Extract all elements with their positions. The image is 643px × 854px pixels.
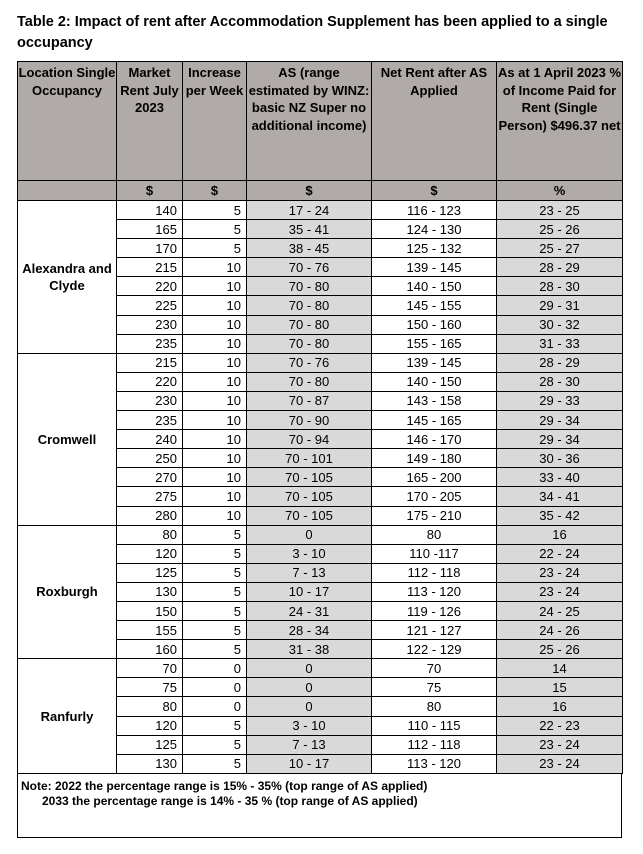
as-range-cell: 70 - 80 bbox=[247, 277, 372, 296]
table-title: Table 2: Impact of rent after Accommodation Supplement has been applied to a single occupancy bbox=[17, 14, 608, 51]
as-range-cell: 0 bbox=[247, 697, 372, 716]
location-cell: Alexandra and Clyde bbox=[18, 201, 117, 354]
net-rent-cell: 112 - 118 bbox=[372, 563, 497, 582]
as-range-cell: 70 - 87 bbox=[247, 391, 372, 410]
as-range-cell: 24 - 31 bbox=[247, 601, 372, 620]
net-rent-cell: 149 - 180 bbox=[372, 449, 497, 468]
market-rent-cell: 80 bbox=[117, 697, 183, 716]
net-rent-cell: 116 - 123 bbox=[372, 201, 497, 220]
location-cell: Roxburgh bbox=[18, 525, 117, 659]
table-row bbox=[18, 525, 623, 544]
pct-income-cell: 25 - 27 bbox=[497, 239, 623, 258]
net-rent-cell: 80 bbox=[372, 697, 497, 716]
pct-income-cell: 29 - 34 bbox=[497, 411, 623, 430]
market-rent-cell: 170 bbox=[117, 239, 183, 258]
pct-income-cell: 24 - 25 bbox=[497, 601, 623, 620]
pct-income-cell: 22 - 24 bbox=[497, 544, 623, 563]
net-rent-cell: 110 - 115 bbox=[372, 716, 497, 735]
net-rent-cell: 75 bbox=[372, 678, 497, 697]
net-rent-cell: 112 - 118 bbox=[372, 735, 497, 754]
as-range-cell: 31 - 38 bbox=[247, 640, 372, 659]
increase-cell: 5 bbox=[183, 544, 247, 563]
increase-cell: 10 bbox=[183, 449, 247, 468]
as-range-cell: 70 - 105 bbox=[247, 487, 372, 506]
pct-income-cell: 24 - 26 bbox=[497, 621, 623, 640]
market-rent-cell: 125 bbox=[117, 563, 183, 582]
pct-income-cell: 15 bbox=[497, 678, 623, 697]
market-rent-cell: 230 bbox=[117, 391, 183, 410]
net-rent-cell: 122 - 129 bbox=[372, 640, 497, 659]
pct-income-cell: 16 bbox=[497, 697, 623, 716]
net-rent-cell: 139 - 145 bbox=[372, 353, 497, 372]
market-rent-cell: 80 bbox=[117, 525, 183, 544]
net-rent-cell: 175 - 210 bbox=[372, 506, 497, 525]
pct-income-cell: 16 bbox=[497, 525, 623, 544]
table-row bbox=[18, 659, 623, 678]
market-rent-cell: 220 bbox=[117, 277, 183, 296]
market-rent-cell: 215 bbox=[117, 353, 183, 372]
increase-cell: 10 bbox=[183, 468, 247, 487]
as-range-cell: 70 - 80 bbox=[247, 372, 372, 391]
note-line-2: 2033 the percentage range is 14% - 35 % (top range of AS applied) bbox=[42, 794, 418, 808]
header-location: Location Single Occupancy bbox=[18, 62, 117, 181]
market-rent-cell: 140 bbox=[117, 201, 183, 220]
table-body bbox=[18, 201, 623, 774]
increase-cell: 10 bbox=[183, 334, 247, 353]
market-rent-cell: 160 bbox=[117, 640, 183, 659]
market-rent-cell: 165 bbox=[117, 220, 183, 239]
market-rent-cell: 215 bbox=[117, 258, 183, 277]
unit-net-rent: $ bbox=[372, 181, 497, 201]
pct-income-cell: 23 - 24 bbox=[497, 563, 623, 582]
market-rent-cell: 275 bbox=[117, 487, 183, 506]
increase-cell: 10 bbox=[183, 315, 247, 334]
as-range-cell: 70 - 80 bbox=[247, 315, 372, 334]
market-rent-cell: 130 bbox=[117, 582, 183, 601]
as-range-cell: 7 - 13 bbox=[247, 735, 372, 754]
as-range-cell: 17 - 24 bbox=[247, 201, 372, 220]
header-pct: As at 1 April 2023 % of Income Paid for Rent (Single Person) $496.37 net bbox=[497, 62, 623, 181]
net-rent-cell: 145 - 165 bbox=[372, 411, 497, 430]
pct-income-cell: 34 - 41 bbox=[497, 487, 623, 506]
as-range-cell: 70 - 76 bbox=[247, 353, 372, 372]
net-rent-cell: 140 - 150 bbox=[372, 372, 497, 391]
table-row bbox=[18, 353, 623, 372]
pct-income-cell: 22 - 23 bbox=[497, 716, 623, 735]
rent-impact-table bbox=[17, 61, 623, 774]
market-rent-cell: 280 bbox=[117, 506, 183, 525]
table-row bbox=[18, 201, 623, 220]
increase-cell: 5 bbox=[183, 563, 247, 582]
net-rent-cell: 121 - 127 bbox=[372, 621, 497, 640]
as-range-cell: 10 - 17 bbox=[247, 582, 372, 601]
increase-cell: 5 bbox=[183, 525, 247, 544]
pct-income-cell: 29 - 31 bbox=[497, 296, 623, 315]
market-rent-cell: 235 bbox=[117, 411, 183, 430]
increase-cell: 0 bbox=[183, 659, 247, 678]
market-rent-cell: 230 bbox=[117, 315, 183, 334]
pct-income-cell: 30 - 36 bbox=[497, 449, 623, 468]
as-range-cell: 70 - 80 bbox=[247, 334, 372, 353]
header-net-rent: Net Rent after AS Applied bbox=[372, 62, 497, 181]
as-range-cell: 38 - 45 bbox=[247, 239, 372, 258]
increase-cell: 5 bbox=[183, 716, 247, 735]
location-cell: Cromwell bbox=[18, 353, 117, 525]
increase-cell: 5 bbox=[183, 640, 247, 659]
net-rent-cell: 139 - 145 bbox=[372, 258, 497, 277]
market-rent-cell: 120 bbox=[117, 716, 183, 735]
increase-cell: 10 bbox=[183, 487, 247, 506]
as-range-cell: 0 bbox=[247, 525, 372, 544]
net-rent-cell: 165 - 200 bbox=[372, 468, 497, 487]
pct-income-cell: 29 - 34 bbox=[497, 430, 623, 449]
as-range-cell: 70 - 105 bbox=[247, 506, 372, 525]
market-rent-cell: 270 bbox=[117, 468, 183, 487]
pct-income-cell: 14 bbox=[497, 659, 623, 678]
pct-income-cell: 23 - 24 bbox=[497, 735, 623, 754]
unit-pct: % bbox=[497, 181, 623, 201]
increase-cell: 5 bbox=[183, 601, 247, 620]
net-rent-cell: 124 - 130 bbox=[372, 220, 497, 239]
market-rent-cell: 225 bbox=[117, 296, 183, 315]
as-range-cell: 70 - 94 bbox=[247, 430, 372, 449]
as-range-cell: 70 - 101 bbox=[247, 449, 372, 468]
net-rent-cell: 143 - 158 bbox=[372, 391, 497, 410]
increase-cell: 10 bbox=[183, 372, 247, 391]
market-rent-cell: 235 bbox=[117, 334, 183, 353]
unit-blank bbox=[18, 181, 117, 201]
market-rent-cell: 130 bbox=[117, 754, 183, 773]
pct-income-cell: 23 - 25 bbox=[497, 201, 623, 220]
pct-income-cell: 23 - 24 bbox=[497, 754, 623, 773]
location-cell: Ranfurly bbox=[18, 659, 117, 774]
pct-income-cell: 28 - 30 bbox=[497, 372, 623, 391]
pct-income-cell: 28 - 29 bbox=[497, 258, 623, 277]
net-rent-cell: 146 - 170 bbox=[372, 430, 497, 449]
market-rent-cell: 125 bbox=[117, 735, 183, 754]
increase-cell: 10 bbox=[183, 258, 247, 277]
net-rent-cell: 125 - 132 bbox=[372, 239, 497, 258]
market-rent-cell: 75 bbox=[117, 678, 183, 697]
increase-cell: 10 bbox=[183, 353, 247, 372]
unit-market-rent: $ bbox=[117, 181, 183, 201]
net-rent-cell: 145 - 155 bbox=[372, 296, 497, 315]
net-rent-cell: 140 - 150 bbox=[372, 277, 497, 296]
net-rent-cell: 110 -117 bbox=[372, 544, 497, 563]
increase-cell: 5 bbox=[183, 735, 247, 754]
as-range-cell: 28 - 34 bbox=[247, 621, 372, 640]
market-rent-cell: 250 bbox=[117, 449, 183, 468]
as-range-cell: 70 - 105 bbox=[247, 468, 372, 487]
increase-cell: 10 bbox=[183, 430, 247, 449]
market-rent-cell: 240 bbox=[117, 430, 183, 449]
pct-income-cell: 28 - 30 bbox=[497, 277, 623, 296]
pct-income-cell: 35 - 42 bbox=[497, 506, 623, 525]
net-rent-cell: 119 - 126 bbox=[372, 601, 497, 620]
as-range-cell: 10 - 17 bbox=[247, 754, 372, 773]
increase-cell: 5 bbox=[183, 239, 247, 258]
market-rent-cell: 220 bbox=[117, 372, 183, 391]
increase-cell: 5 bbox=[183, 220, 247, 239]
net-rent-cell: 80 bbox=[372, 525, 497, 544]
header-row bbox=[18, 62, 623, 181]
increase-cell: 0 bbox=[183, 697, 247, 716]
note-line-1: Note: 2022 the percentage range is 15% - 35% (top range of AS applied) bbox=[21, 779, 428, 793]
as-range-cell: 3 - 10 bbox=[247, 544, 372, 563]
increase-cell: 10 bbox=[183, 411, 247, 430]
net-rent-cell: 155 - 165 bbox=[372, 334, 497, 353]
market-rent-cell: 70 bbox=[117, 659, 183, 678]
as-range-cell: 7 - 13 bbox=[247, 563, 372, 582]
unit-as: $ bbox=[247, 181, 372, 201]
pct-income-cell: 29 - 33 bbox=[497, 391, 623, 410]
as-range-cell: 0 bbox=[247, 659, 372, 678]
increase-cell: 0 bbox=[183, 678, 247, 697]
as-range-cell: 35 - 41 bbox=[247, 220, 372, 239]
pct-income-cell: 30 - 32 bbox=[497, 315, 623, 334]
increase-cell: 10 bbox=[183, 277, 247, 296]
increase-cell: 5 bbox=[183, 582, 247, 601]
net-rent-cell: 113 - 120 bbox=[372, 754, 497, 773]
net-rent-cell: 70 bbox=[372, 659, 497, 678]
market-rent-cell: 155 bbox=[117, 621, 183, 640]
net-rent-cell: 150 - 160 bbox=[372, 315, 497, 334]
notes bbox=[21, 779, 427, 809]
as-range-cell: 3 - 10 bbox=[247, 716, 372, 735]
increase-cell: 10 bbox=[183, 391, 247, 410]
net-rent-cell: 170 - 205 bbox=[372, 487, 497, 506]
as-range-cell: 70 - 76 bbox=[247, 258, 372, 277]
increase-cell: 5 bbox=[183, 754, 247, 773]
as-range-cell: 70 - 90 bbox=[247, 411, 372, 430]
header-as: AS (range estimated by WINZ: basic NZ Super no additional income) bbox=[247, 62, 372, 181]
pct-income-cell: 25 - 26 bbox=[497, 640, 623, 659]
pct-income-cell: 28 - 29 bbox=[497, 353, 623, 372]
as-range-cell: 0 bbox=[247, 678, 372, 697]
header-market-rent: Market Rent July 2023 bbox=[117, 62, 183, 181]
increase-cell: 5 bbox=[183, 621, 247, 640]
increase-cell: 5 bbox=[183, 201, 247, 220]
market-rent-cell: 150 bbox=[117, 601, 183, 620]
increase-cell: 10 bbox=[183, 296, 247, 315]
pct-income-cell: 25 - 26 bbox=[497, 220, 623, 239]
increase-cell: 10 bbox=[183, 506, 247, 525]
market-rent-cell: 120 bbox=[117, 544, 183, 563]
as-range-cell: 70 - 80 bbox=[247, 296, 372, 315]
pct-income-cell: 31 - 33 bbox=[497, 334, 623, 353]
net-rent-cell: 113 - 120 bbox=[372, 582, 497, 601]
header-increase: Increase per Week bbox=[183, 62, 247, 181]
unit-increase: $ bbox=[183, 181, 247, 201]
pct-income-cell: 33 - 40 bbox=[497, 468, 623, 487]
units-row bbox=[18, 181, 623, 201]
pct-income-cell: 23 - 24 bbox=[497, 582, 623, 601]
